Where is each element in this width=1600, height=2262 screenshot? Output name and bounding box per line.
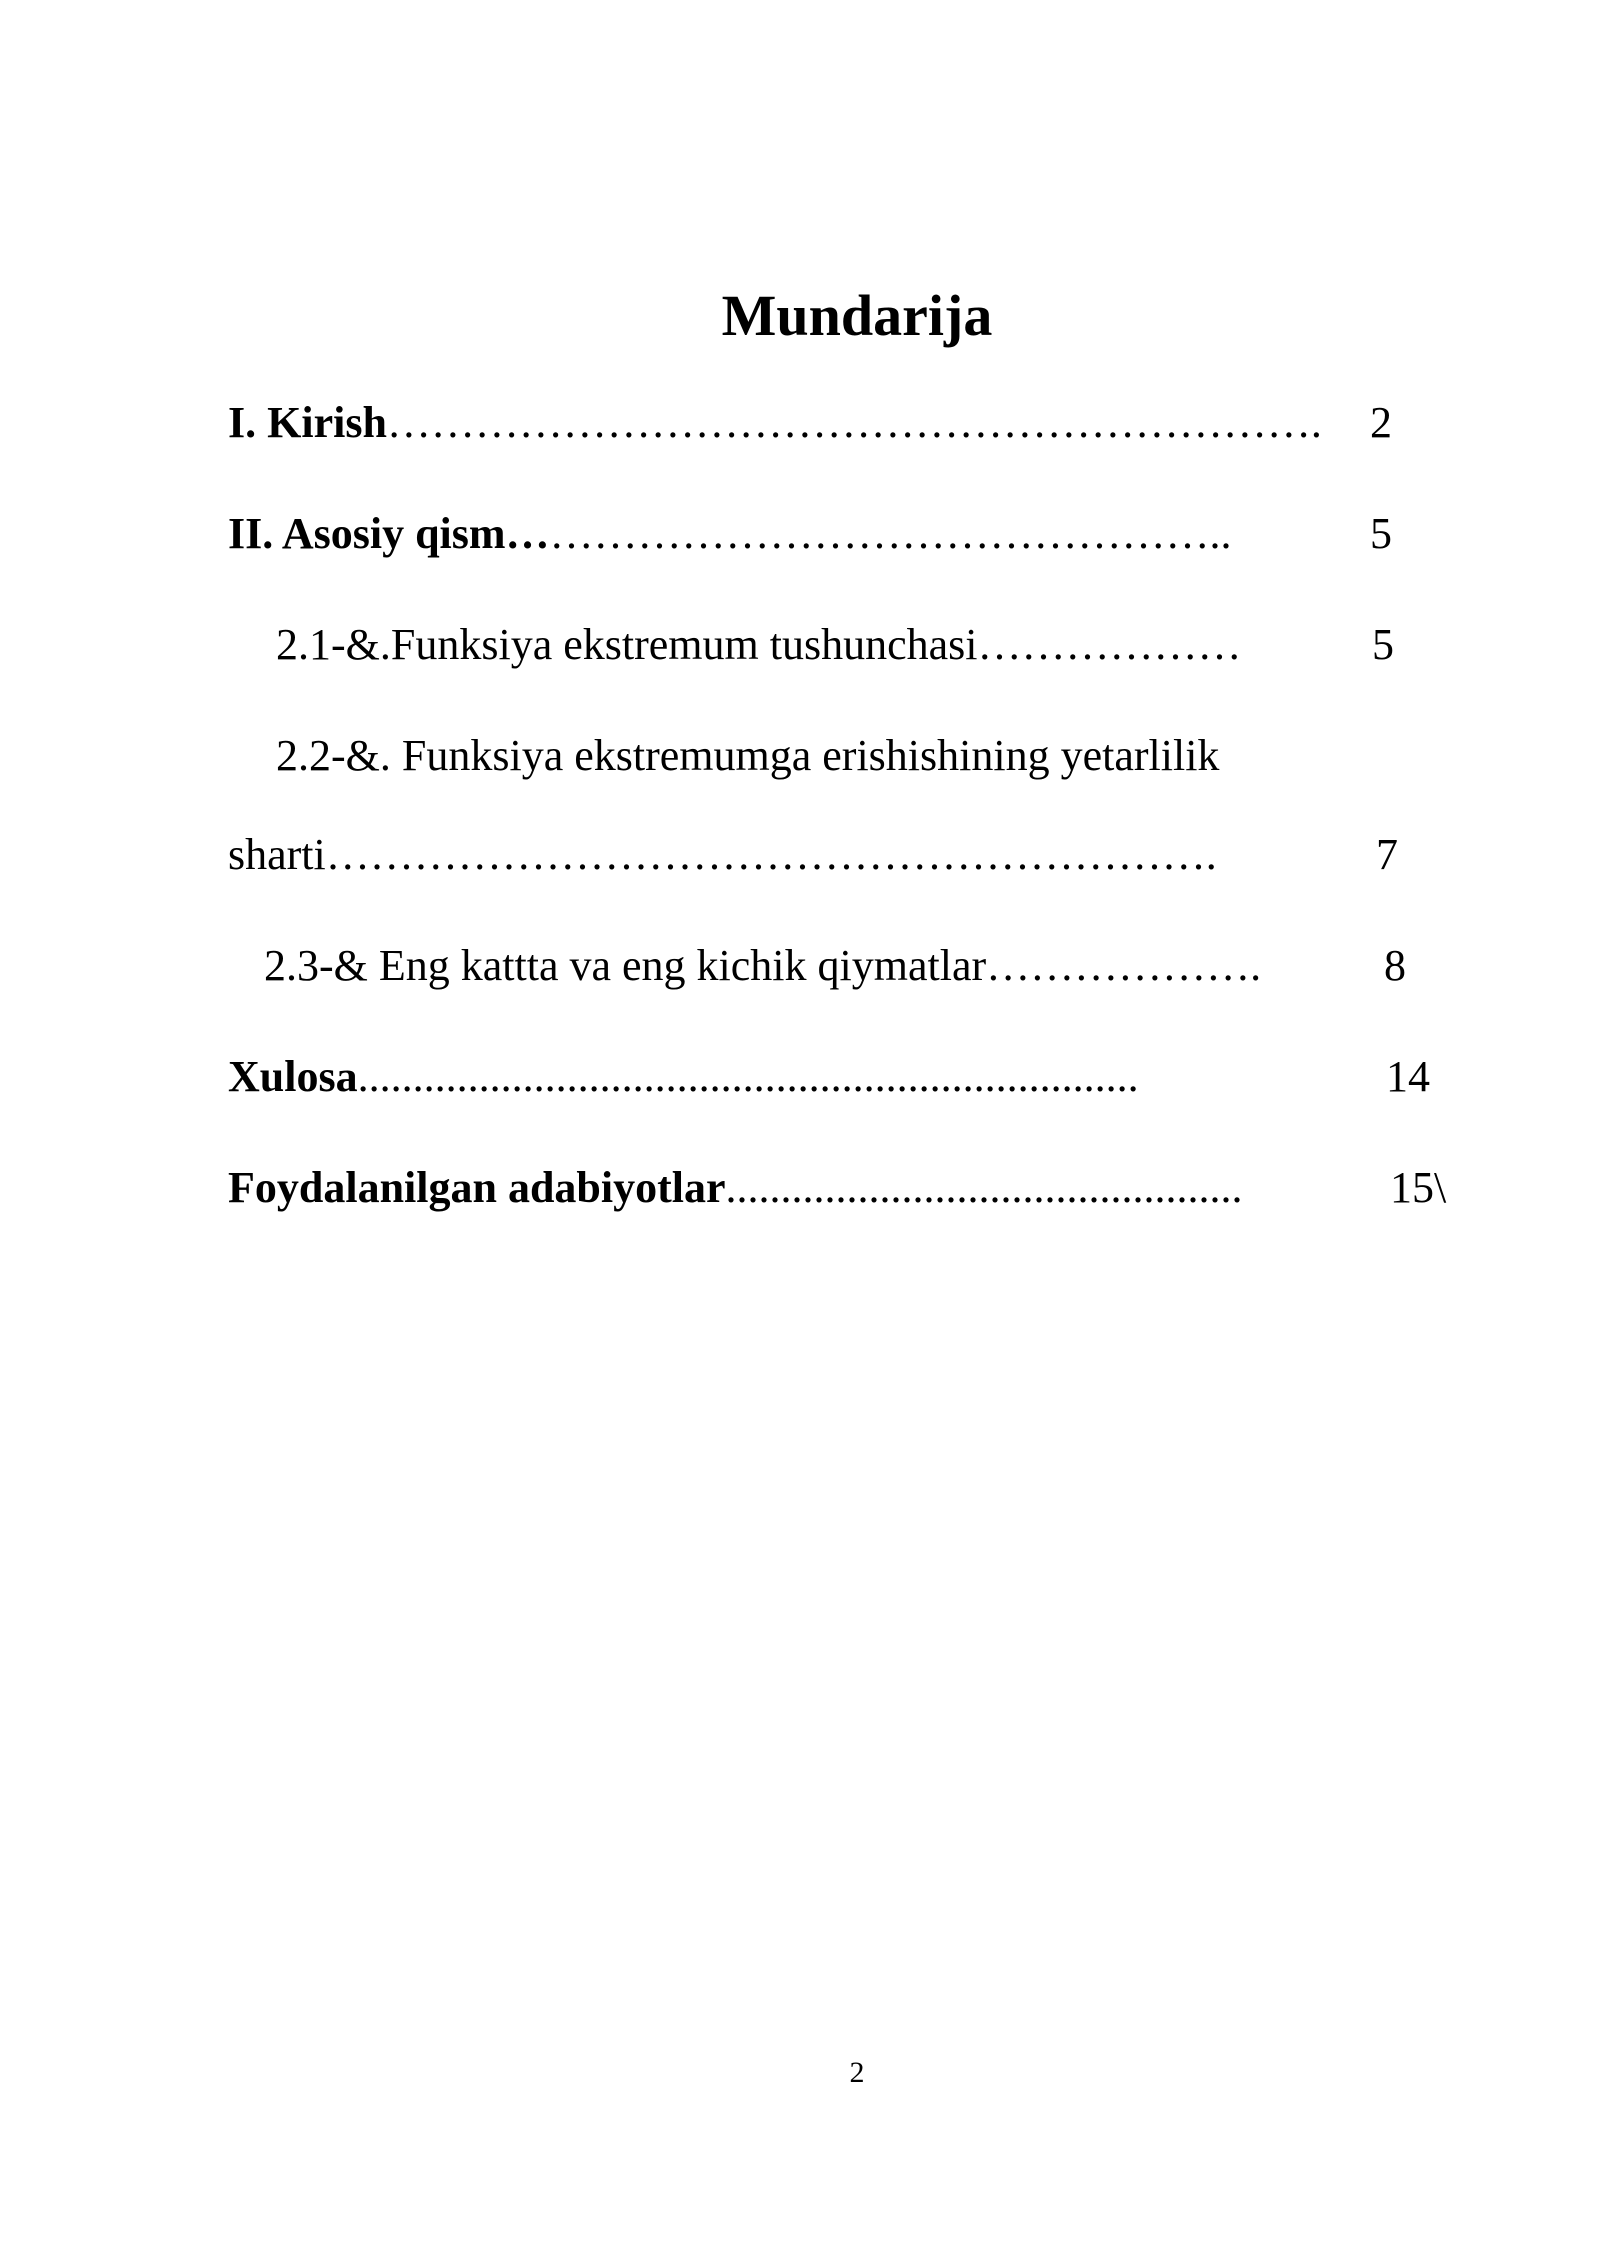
- toc-entry-asosiy-leader: ………………………………………..: [549, 509, 1232, 558]
- toc-entry-asosiy-label: II. Asosiy qism…: [228, 509, 550, 558]
- toc-entry-adabiyotlar-page: 15\: [1390, 1163, 1447, 1212]
- toc-entry-adabiyotlar: [228, 1160, 1243, 1216]
- page-title: Mundarija: [721, 283, 993, 348]
- toc-entry-xulosa: [228, 1049, 1139, 1105]
- toc-entry-section-2-2-line1: 2.2-&. Funksiya ekstremumga erishishining yetarlilik: [276, 731, 1220, 780]
- toc-entry-section-2-2-label-cont: sharti: [228, 830, 326, 879]
- toc-entry-section-2-3-page: 8: [1384, 941, 1406, 990]
- toc-entry-section-2-3-label: 2.3-& Eng kattta va eng kichik qiymatlar: [264, 941, 987, 990]
- toc-entry-adabiyotlar-leader: ...............................................: [725, 1163, 1243, 1212]
- toc-entry-asosiy: [228, 506, 1232, 562]
- toc-entry-section-2-1: [276, 617, 1242, 673]
- toc-entry-kirish-leader: ……………………………………………………….: [386, 398, 1322, 447]
- toc-entry-section-2-1-page: 5: [1372, 620, 1394, 669]
- toc-entry-section-2-2-page: 7: [1376, 830, 1398, 879]
- toc-entry-section-2-2-leader: …………………………………………………….: [325, 830, 1217, 879]
- toc-entry-kirish-label: I. Kirish: [228, 398, 387, 447]
- toc-entry-adabiyotlar-label: Foydalanilgan adabiyotlar: [228, 1163, 726, 1212]
- toc-entry-xulosa-leader: .......................................................................: [357, 1052, 1139, 1101]
- toc-entry-xulosa-page: 14: [1386, 1052, 1430, 1101]
- toc-entry-section-2-1-leader: ………………: [977, 620, 1242, 669]
- toc-entry-kirish-page: 2: [1370, 398, 1392, 447]
- toc-entry-kirish: [228, 395, 1322, 451]
- footer-page-number: 2: [849, 2056, 865, 2089]
- toc-entry-asosiy-page: 5: [1370, 509, 1392, 558]
- toc-entry-section-2-2-line2: [228, 827, 1217, 883]
- toc-entry-xulosa-label: Xulosa: [228, 1052, 358, 1101]
- toc-entry-section-2-3-leader: ……………….: [986, 941, 1262, 990]
- toc-entry-section-2-3: [264, 938, 1261, 994]
- toc-entry-section-2-1-label: 2.1-&.Funksiya ekstremum tushunchasi: [276, 620, 978, 669]
